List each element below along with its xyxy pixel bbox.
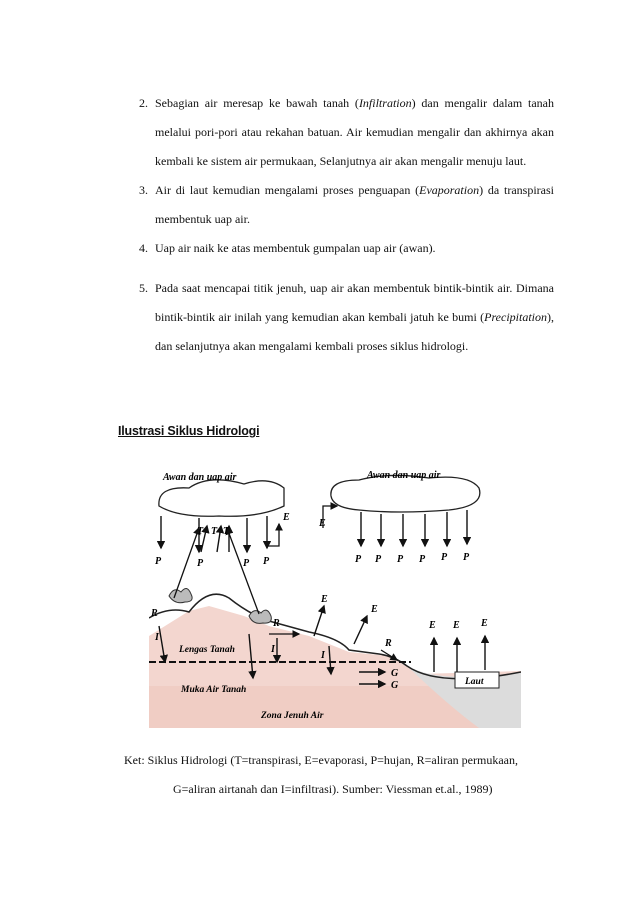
label-i: I bbox=[321, 650, 325, 661]
label-p: P bbox=[463, 552, 470, 563]
label-e: E bbox=[453, 620, 460, 631]
list-item-5 bbox=[118, 274, 554, 361]
label-p: P bbox=[419, 554, 426, 565]
list-item-3 bbox=[118, 176, 554, 234]
zona-jenuh-label: Zona Jenuh Air bbox=[261, 711, 324, 721]
list-number: 2. bbox=[139, 96, 148, 110]
section-heading: Ilustrasi Siklus Hidrologi bbox=[118, 424, 260, 438]
list-number: 4. bbox=[139, 241, 148, 255]
term-italic: Infiltration bbox=[358, 96, 412, 110]
label-p: P bbox=[397, 554, 404, 565]
label-p: P bbox=[355, 554, 362, 565]
numbered-list bbox=[118, 89, 554, 361]
muka-air-tanah-label: Muka Air Tanah bbox=[181, 685, 247, 695]
lengas-tanah-label: Lengas Tanah bbox=[179, 645, 235, 655]
rain-arrows-right bbox=[361, 510, 467, 546]
label-e: E bbox=[283, 512, 290, 523]
list-number: 5. bbox=[139, 281, 148, 295]
laut-label: Laut bbox=[465, 677, 484, 687]
cloud-right-label: Awan dan uap air bbox=[367, 470, 441, 481]
caption-line-1: Ket: Siklus Hidrologi (T=transpirasi, E=evaporasi, P=hujan, R=aliran permukaan, bbox=[124, 753, 518, 767]
label-p: P bbox=[263, 556, 270, 567]
label-p: P bbox=[441, 552, 448, 563]
list-text: ), dan selanjutnya akan mengalami kembali proses siklus hidrologi. bbox=[155, 310, 554, 353]
term-italic: Evaporation bbox=[419, 183, 480, 197]
list-text: Air di laut kemudian mengalami proses penguapan ( bbox=[155, 183, 420, 197]
transpiration-long-arrow bbox=[174, 528, 199, 598]
term-italic: Precipitation bbox=[484, 310, 547, 324]
label-e: E bbox=[321, 594, 328, 605]
hydrologic-cycle-figure bbox=[149, 466, 521, 728]
evaporation-arrow-left bbox=[267, 524, 279, 546]
label-e: E bbox=[371, 604, 378, 615]
label-p: P bbox=[197, 558, 204, 569]
label-g: G bbox=[391, 680, 399, 691]
cloud-left bbox=[159, 480, 284, 516]
label-p: P bbox=[155, 556, 162, 567]
label-t: T bbox=[223, 526, 230, 537]
list-text: ) dan mengalir dalam tanah melalui pori-pori atau rekahan batuan. Air kemudian mengalir dan akhirnya akan kembali ke sistem air permukaan, Selanjutnya air akan mengalir menuju laut. bbox=[155, 96, 555, 168]
figure-caption bbox=[124, 746, 564, 804]
list-item-2 bbox=[118, 89, 554, 176]
label-i: I bbox=[271, 644, 275, 655]
label-e: E bbox=[429, 620, 436, 631]
label-r: R bbox=[385, 638, 392, 649]
label-r: R bbox=[273, 618, 280, 629]
label-r: R bbox=[151, 608, 158, 619]
label-t: T bbox=[197, 526, 204, 537]
tree-right-icon bbox=[249, 610, 271, 623]
list-number: 3. bbox=[139, 183, 148, 197]
label-i: I bbox=[155, 632, 159, 643]
label-t: T bbox=[211, 526, 218, 537]
label-g: G bbox=[391, 668, 399, 679]
label-e: E bbox=[319, 518, 326, 529]
list-text: Sebagian air meresap ke bawah tanah ( bbox=[155, 96, 359, 110]
list-item-4 bbox=[118, 234, 554, 263]
cloud-left-label: Awan dan uap air bbox=[163, 472, 237, 483]
label-p: P bbox=[243, 558, 250, 569]
caption-line-2: G=aliran airtanah dan I=infiltrasi). Sumber: Viessman et.al., 1989) bbox=[173, 782, 493, 796]
label-e: E bbox=[481, 618, 488, 629]
tree-left-icon bbox=[169, 588, 192, 602]
label-p: P bbox=[375, 554, 382, 565]
list-text: Uap air naik ke atas membentuk gumpalan uap air (awan). bbox=[155, 241, 436, 255]
list-text: Pada saat mencapai titik jenuh, uap air akan membentuk bintik-bintik air. Dimana bintik-bintik air inilah yang kemudian akan kembali jatuh ke bumi ( bbox=[155, 281, 554, 324]
list-text: ) da transpirasi membentuk uap air. bbox=[155, 183, 554, 226]
